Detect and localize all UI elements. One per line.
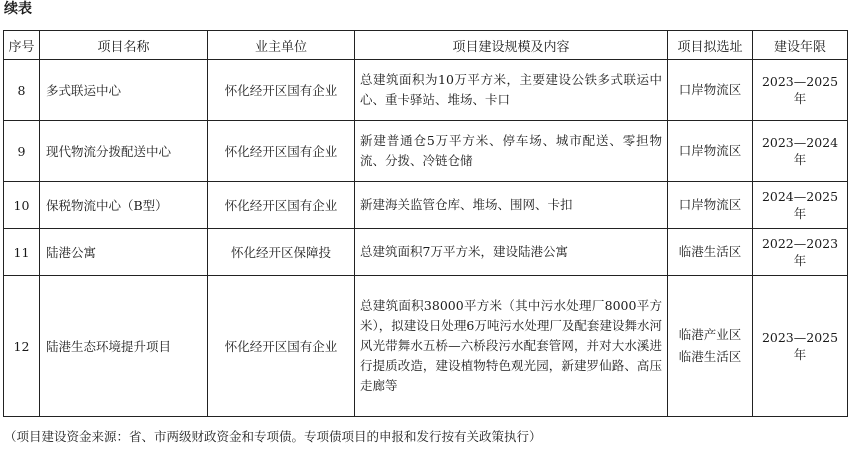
header-location: 项目拟选址 xyxy=(668,31,753,60)
row-scope: 总建筑面积7万平方米，建设陆港公寓 xyxy=(355,229,668,276)
location-line: 临港产业区 xyxy=(678,327,742,342)
funding-footnote: （项目建设资金来源：省、市两级财政资金和专项债。专项债项目的申报和发行按有关政策执行） xyxy=(4,429,542,444)
location-line: 口岸物流区 xyxy=(678,143,742,158)
location-line: 临港生活区 xyxy=(678,244,742,259)
project-table xyxy=(3,30,848,417)
row-no: 8 xyxy=(4,60,40,121)
table-header-row xyxy=(4,31,848,60)
row-scope: 总建筑面积为10万平方米，主要建设公铁多式联运中心、重卡驿站、堆场、卡口 xyxy=(355,60,668,121)
table-row xyxy=(4,60,848,121)
row-period: 2022—2023年 xyxy=(753,229,848,276)
location-line: 临港生活区 xyxy=(678,349,742,364)
row-scope: 总建筑面积38000平方米（其中污水处理厂8000平方米），拟建设日处理6万吨污水处理厂及配套建设舞水河风光带舞水五桥—六桥段污水配套管网，并对大水溪进行提质改造，建设植物特色观光园，新建罗仙路、高压走廊等 xyxy=(355,276,668,417)
row-no: 11 xyxy=(4,229,40,276)
row-scope: 新建普通仓5万平方米、停车场、城市配送、零担物流、分拨、冷链仓储 xyxy=(355,121,668,182)
header-owner: 业主单位 xyxy=(208,31,355,60)
header-period: 建设年限 xyxy=(753,31,848,60)
row-location xyxy=(668,121,753,182)
location-line: 口岸物流区 xyxy=(678,197,742,212)
row-period: 2024—2025年 xyxy=(753,182,848,229)
row-owner: 怀化经开区国有企业 xyxy=(208,60,355,121)
row-scope: 新建海关监管仓库、堆场、围网、卡扣 xyxy=(355,182,668,229)
table-row xyxy=(4,182,848,229)
table-row xyxy=(4,121,848,182)
row-no: 9 xyxy=(4,121,40,182)
row-location xyxy=(668,60,753,121)
row-owner: 怀化经开区保障投 xyxy=(208,229,355,276)
row-project-name: 现代物流分拨配送中心 xyxy=(40,121,208,182)
row-project-name: 陆港公寓 xyxy=(40,229,208,276)
table-row xyxy=(4,229,848,276)
row-project-name: 陆港生态环境提升项目 xyxy=(40,276,208,417)
header-scope: 项目建设规模及内容 xyxy=(355,31,668,60)
row-project-name: 保税物流中心（B型） xyxy=(40,182,208,229)
row-period: 2023—2025年 xyxy=(753,276,848,417)
row-no: 12 xyxy=(4,276,40,417)
row-owner: 怀化经开区国有企业 xyxy=(208,121,355,182)
row-no: 10 xyxy=(4,182,40,229)
row-owner: 怀化经开区国有企业 xyxy=(208,182,355,229)
table-caption: 续表 xyxy=(4,1,32,17)
row-period: 2023—2025年 xyxy=(753,60,848,121)
row-project-name: 多式联运中心 xyxy=(40,60,208,121)
header-project-name: 项目名称 xyxy=(40,31,208,60)
table-row xyxy=(4,276,848,417)
row-period: 2023—2024年 xyxy=(753,121,848,182)
row-location xyxy=(668,229,753,276)
row-location xyxy=(668,276,753,417)
header-no: 序号 xyxy=(4,31,40,60)
row-owner: 怀化经开区国有企业 xyxy=(208,276,355,417)
location-line: 口岸物流区 xyxy=(678,82,742,97)
row-location xyxy=(668,182,753,229)
